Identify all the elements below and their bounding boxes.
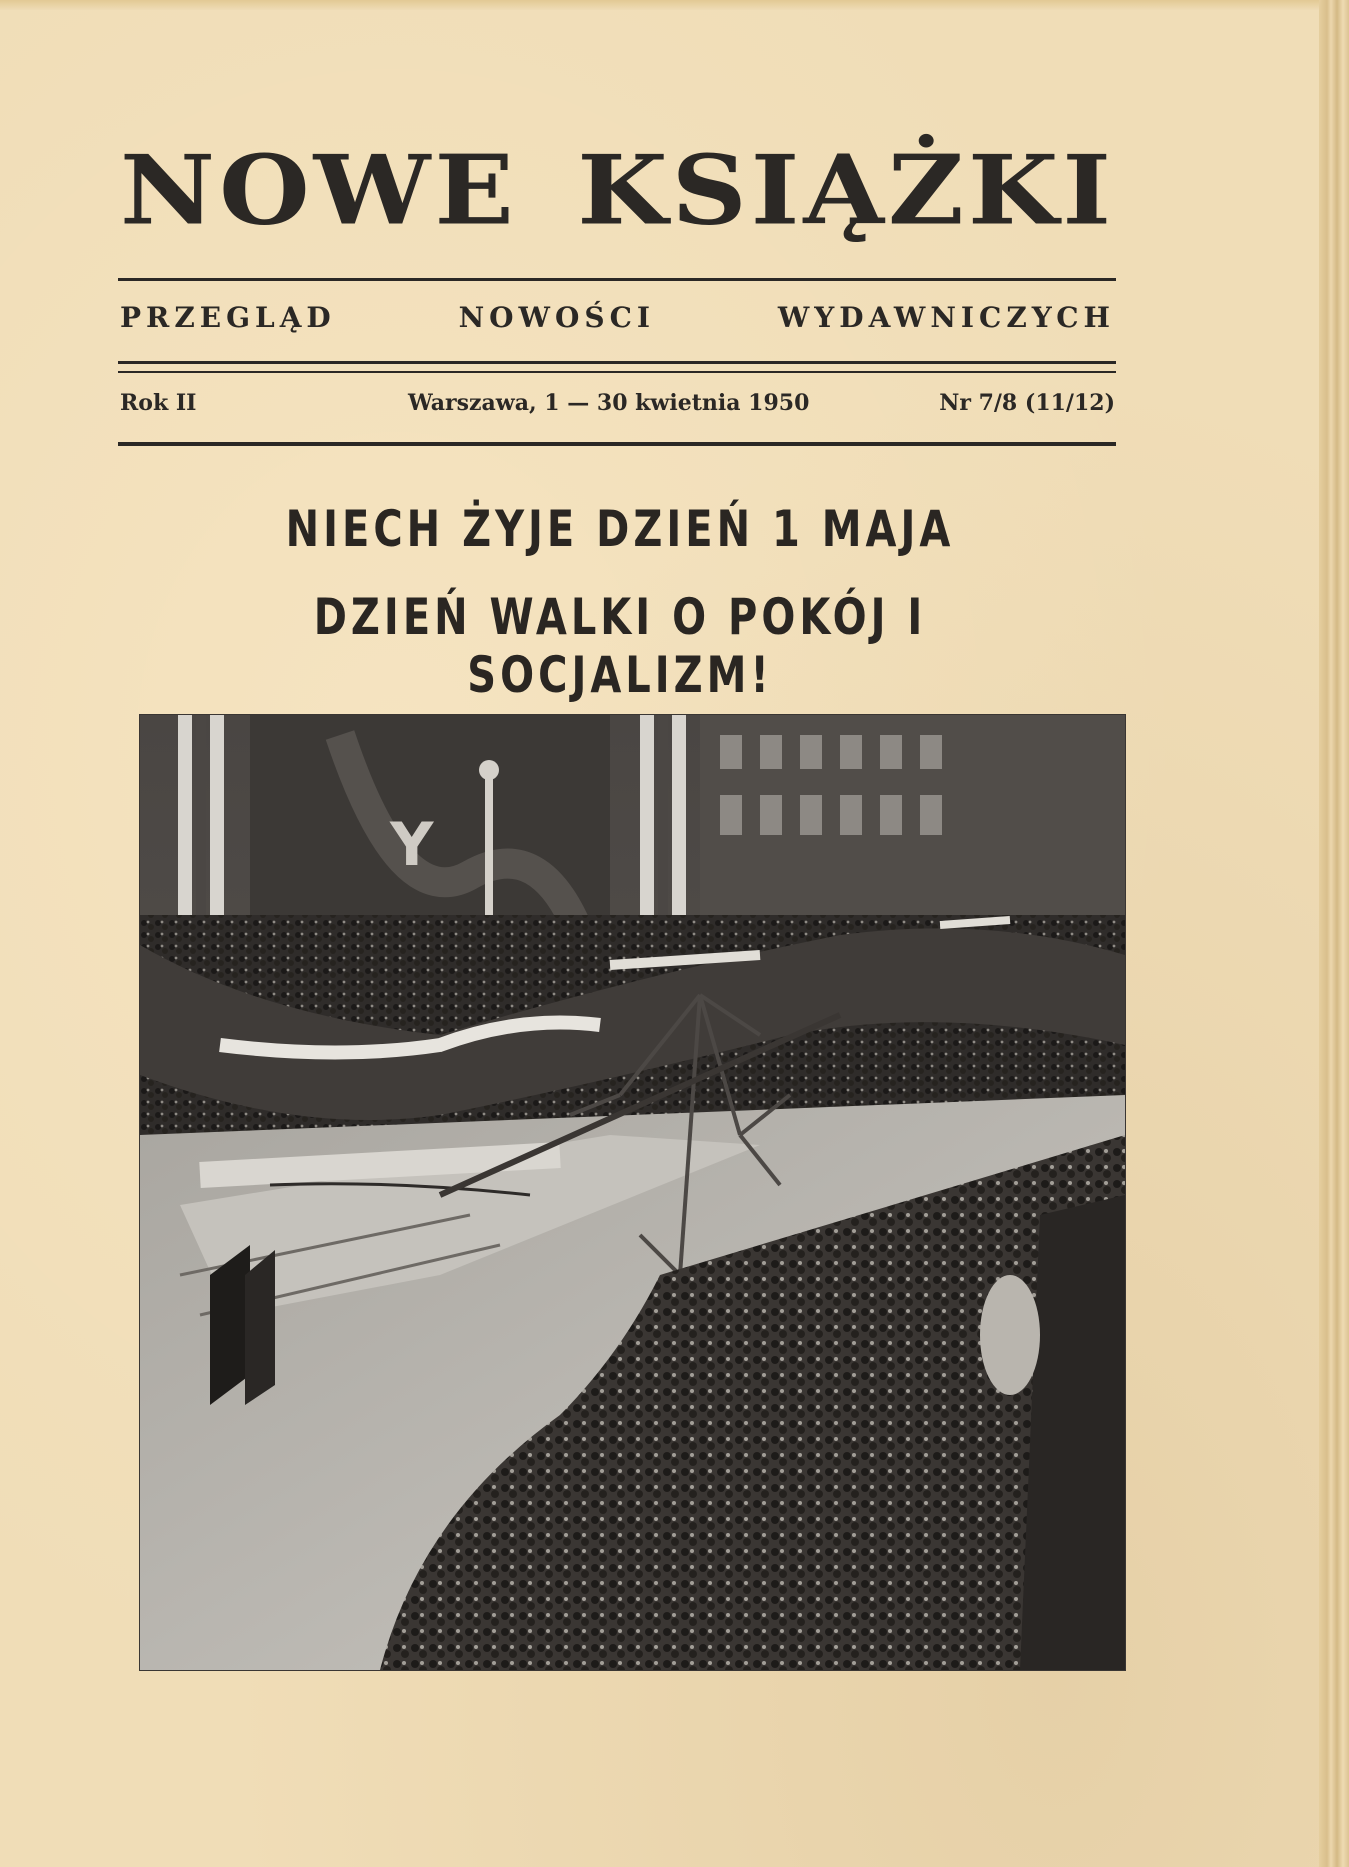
masthead-title: NOWE KSIĄŻKI [120,133,1115,247]
issue-info-line [120,390,1115,424]
masthead-subtitle: PRZEGLĄD NOWOŚCI WYDAWNICZYCH [120,301,1115,334]
masthead-rule-double-lower [118,371,1116,373]
page-edge-top [0,0,1349,10]
parade-photo [140,715,1125,1670]
page-stack-edge [1319,0,1349,1867]
masthead-rule-top [118,278,1116,281]
issue-rule-bottom [118,442,1116,446]
parade-photo-image [140,715,1125,1670]
masthead-rule-double-upper [118,361,1116,364]
issue-year: Rok II [120,390,197,416]
headline-line-2: DZIEŃ WALKI O POKÓJ I SOCJALIZM! [313,588,927,704]
headline-line-1: NIECH ŻYJE DZIEŃ 1 MAJA [285,500,955,558]
issue-date: Warszawa, 1 — 30 kwietnia 1950 [408,390,810,416]
svg-text:Y: Y [390,810,434,880]
issue-number: Nr 7/8 (11/12) [939,390,1115,416]
